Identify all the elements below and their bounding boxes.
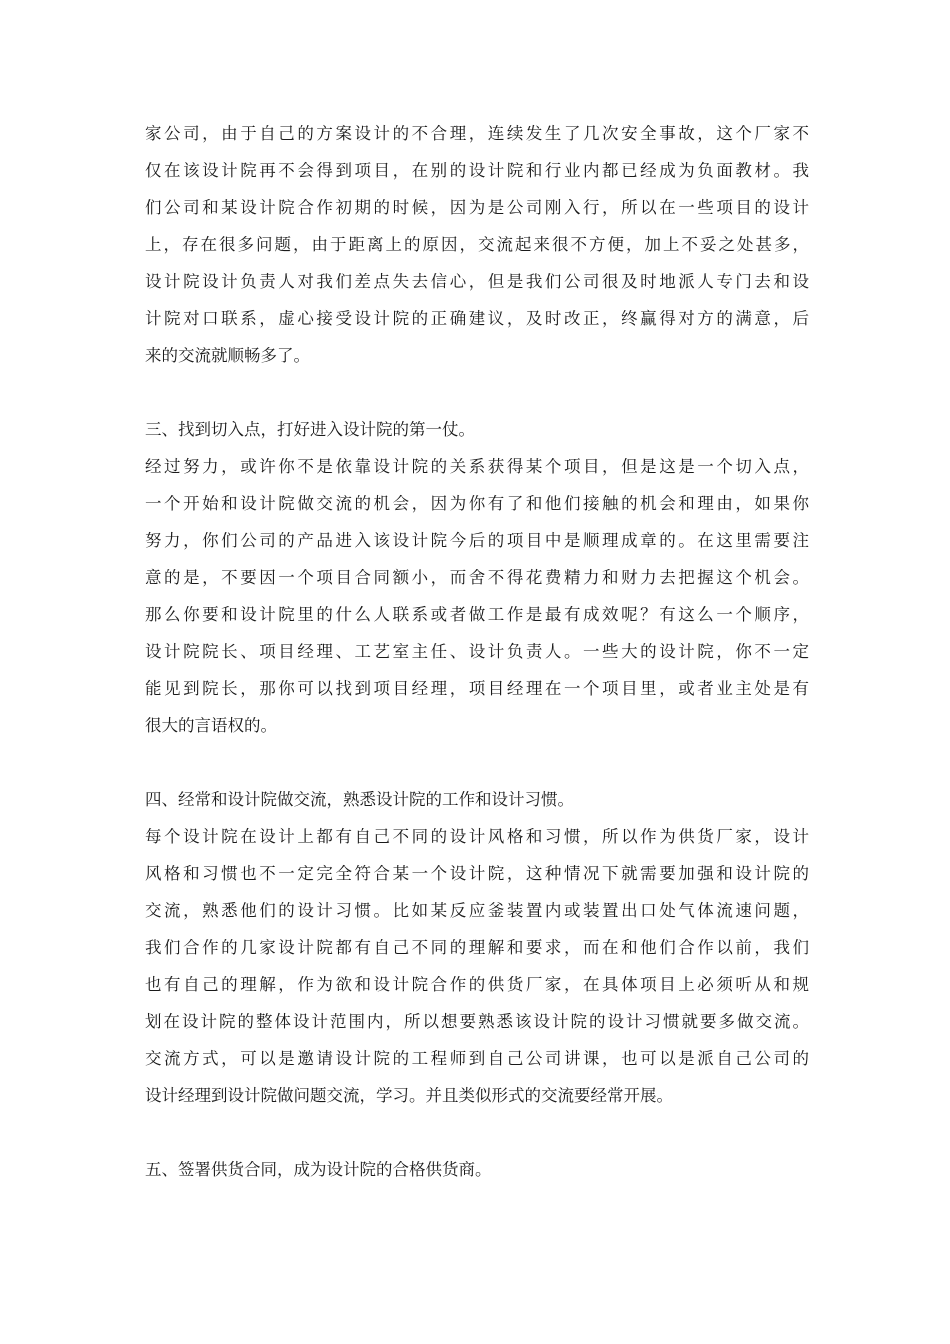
paragraph-section-3 (145, 448, 809, 744)
text-line: 风格和习惯也不一定完全符合某一个设计院，这种情况下就需要加强和设计院的 (145, 864, 809, 883)
text-line: 交流，熟悉他们的设计习惯。比如某反应釜装置内或装置出口处气体流速问题， (145, 901, 809, 920)
paragraph-gap (145, 1114, 809, 1151)
text-line: 计院对口联系，虚心接受设计院的正确建议，及时改正，终赢得对方的满意，后 (145, 309, 809, 328)
section-heading-4: 四、经常和设计院做交流，熟悉设计院的工作和设计习惯。 (145, 790, 574, 809)
text-line: 们公司和某设计院合作初期的时候，因为是公司刚入行，所以在一些项目的设计 (145, 198, 809, 217)
text-line: 经过努力，或许你不是依靠设计院的关系获得某个项目，但是这是一个切入点， (145, 457, 809, 476)
text-line: 每个设计院在设计上都有自己不同的设计风格和习惯，所以作为供货厂家，设计 (145, 827, 809, 846)
text-line: 划在设计院的整体设计范围内，所以想要熟悉该设计院的设计习惯就要多做交流。 (145, 1012, 809, 1031)
text-line: 很大的言语权的。 (145, 716, 277, 735)
paragraph-gap (145, 744, 809, 781)
text-line: 也有自己的理解，作为欲和设计院合作的供货厂家，在具体项目上必须听从和规 (145, 975, 809, 994)
text-line: 家公司，由于自己的方案设计的不合理，连续发生了几次安全事故，这个厂家不 (145, 124, 809, 143)
paragraph-gap (145, 374, 809, 411)
text-line: 上，存在很多问题，由于距离上的原因，交流起来很不方便，加上不妥之处甚多， (145, 235, 809, 254)
text-line: 设计院院长、项目经理、工艺室主任、设计负责人。一些大的设计院，你不一定 (145, 642, 809, 661)
text-line: 那么你要和设计院里的什么人联系或者做工作是最有成效呢？有这么一个顺序， (145, 605, 809, 624)
text-line: 我们合作的几家设计院都有自己不同的理解和要求，而在和他们合作以前，我们 (145, 938, 809, 957)
paragraph-continuation (145, 115, 809, 374)
text-line: 能见到院长，那你可以找到项目经理，项目经理在一个项目里，或者业主处是有 (145, 679, 809, 698)
section-heading-5: 五、签署供货合同，成为设计院的合格供货商。 (145, 1160, 492, 1179)
text-line: 设计院设计负责人对我们差点失去信心，但是我们公司很及时地派人专门去和设 (145, 272, 809, 291)
text-line: 来的交流就顺畅多了。 (145, 346, 310, 365)
text-line: 交流方式，可以是邀请设计院的工程师到自己公司讲课，也可以是派自己公司的 (145, 1049, 809, 1068)
paragraph-section-4 (145, 818, 809, 1114)
text-line: 仅在该设计院再不会得到项目，在别的设计院和行业内都已经成为负面教材。我 (145, 161, 809, 180)
text-line: 意的是，不要因一个项目合同额小，而舍不得花费精力和财力去把握这个机会。 (145, 568, 809, 587)
section-heading-3: 三、找到切入点，打好进入设计院的第一仗。 (145, 420, 475, 439)
text-line: 一个开始和设计院做交流的机会，因为你有了和他们接触的机会和理由，如果你 (145, 494, 809, 513)
document-body (145, 115, 809, 1188)
text-line: 设计经理到设计院做问题交流，学习。并且类似形式的交流要经常开展。 (145, 1086, 673, 1105)
text-line: 努力，你们公司的产品进入该设计院今后的项目中是顺理成章的。在这里需要注 (145, 531, 809, 550)
